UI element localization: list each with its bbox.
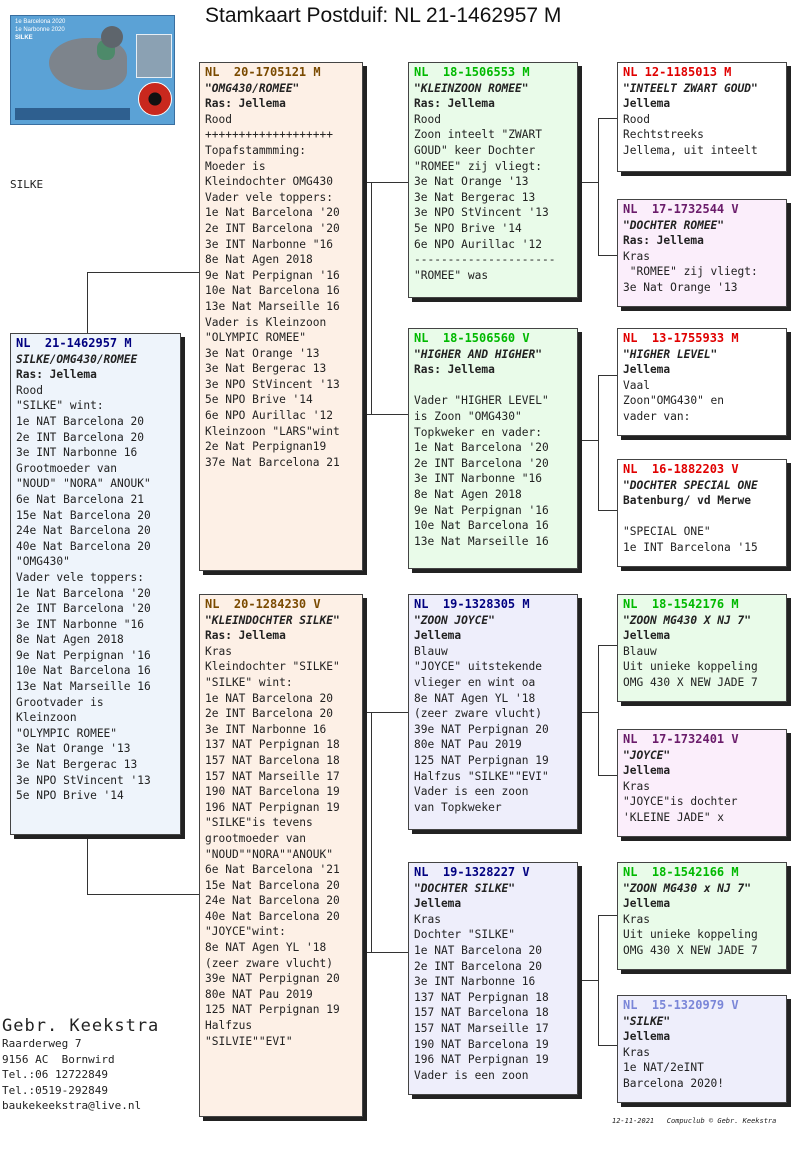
connector-line — [598, 118, 618, 119]
connector-line — [598, 255, 618, 256]
text-line: Rood — [623, 112, 650, 126]
card-lines — [414, 378, 572, 550]
ring-number: NL 19-1328305 M — [414, 597, 530, 611]
text-line: "NOUD""NORA""ANOUK" — [205, 847, 333, 861]
text-line: Rood — [16, 383, 43, 397]
text-line: Moeder is — [205, 159, 266, 173]
text-line: 24e Nat Barcelona 20 — [205, 894, 340, 908]
ggp-ffm-card — [617, 199, 787, 307]
card-lines — [414, 112, 572, 284]
pigeon-name: "KLEINZOON ROMEE" — [414, 81, 529, 95]
pigeon-name: "JOYCE" — [623, 748, 671, 762]
text-line: "OLYMPIC ROMEE" — [16, 726, 118, 740]
text-line: 3e Nat Orange '13 — [414, 175, 529, 189]
text-line: (zeer zware vlucht) — [205, 956, 333, 970]
ring-number: NL 18-1542176 M — [623, 597, 739, 611]
text-line: 1e NAT Barcelona 20 — [205, 691, 333, 705]
text-line: 10e Nat Barcelona 16 — [16, 664, 151, 678]
ring-number: NL 17-1732544 V — [623, 202, 739, 216]
card-lines — [623, 779, 781, 826]
text-line: 8e Nat Agen 2018 — [414, 487, 522, 501]
ggp-mmf-card — [617, 862, 787, 970]
ring-number: NL 18-1542166 M — [623, 865, 739, 879]
text-line: 3e Nat Bergerac 13 — [205, 362, 327, 376]
pigeon-name: "OMG430/ROMEE" — [205, 81, 300, 95]
card-lines — [623, 912, 781, 959]
breed: Jellema — [623, 97, 671, 111]
text-line: grootmoeder van — [205, 831, 307, 845]
connector-line — [598, 915, 618, 916]
text-line: 2e INT Barcelona 20 — [205, 707, 333, 721]
connector-line — [363, 414, 409, 415]
text-line: Blauw — [623, 644, 657, 658]
text-line: Grootmoeder van — [16, 461, 118, 475]
card-lines — [623, 249, 781, 296]
photo-caption-3: SILKE — [15, 35, 33, 41]
connector-line — [598, 118, 599, 255]
father-mother-card — [408, 328, 578, 569]
text-line: "SILVIE""EVI" — [205, 1034, 293, 1048]
father-father-card — [408, 62, 578, 298]
ggp-mff-card — [617, 594, 787, 702]
text-line: 196 NAT Perpignan 19 — [205, 800, 340, 814]
text-line: OMG 430 X NEW JADE 7 — [623, 675, 758, 689]
photo-caption-2: 1e Narbonne 2020 — [15, 27, 65, 33]
card-lines — [623, 509, 781, 556]
ring-number: NL 19-1328227 V — [414, 865, 530, 879]
breed: Jellema — [414, 897, 462, 911]
text-line: 13e Nat Marseille 16 — [205, 299, 340, 313]
connector-line — [598, 775, 618, 776]
text-line: 24e Nat Barcelona 20 — [16, 524, 151, 538]
ring-number: NL 13-1755933 M — [623, 331, 739, 345]
text-line: Rood — [414, 112, 441, 126]
text-line: Vader is Kleinzoon — [205, 315, 327, 329]
text-line: 3e INT Narbonne 16 — [16, 446, 138, 460]
ggp-fmf-card — [617, 328, 787, 436]
pigeon-name: "HIGHER AND HIGHER" — [414, 347, 542, 361]
sponsor-logos — [15, 108, 130, 120]
text-line: (zeer zware vlucht) — [414, 707, 542, 721]
text-line: 9e Nat Perpignan '16 — [16, 648, 151, 662]
connector-line — [363, 182, 409, 183]
text-line: 2e INT Barcelona 20 — [414, 959, 542, 973]
text-line: 2e INT Barcelona '20 — [16, 602, 151, 616]
text-line: Kras — [205, 644, 232, 658]
text-line: 1e Nat Barcelona '20 — [414, 441, 549, 455]
breed: Jellema — [623, 363, 671, 377]
owner-name: Gebr. Keekstra — [2, 1016, 160, 1036]
card-lines — [623, 378, 781, 425]
connector-line — [87, 272, 200, 273]
card-lines — [16, 383, 175, 804]
text-line: Vader vele toppers: — [16, 570, 144, 584]
text-line: 1e NAT Barcelona 20 — [16, 414, 144, 428]
pigeon-image — [49, 38, 127, 90]
text-line: GOUD" keer Dochter — [414, 143, 536, 157]
text-line: 37e Nat Barcelona 21 — [205, 455, 340, 469]
text-line: Dochter "SILKE" — [414, 928, 516, 942]
text-line: Vader "HIGHER LEVEL" — [414, 394, 549, 408]
text-line: 157 NAT Marseille 17 — [205, 769, 340, 783]
connector-line — [598, 1045, 618, 1046]
text-line: 80e NAT Pau 2019 — [205, 987, 313, 1001]
text-line: 8e NAT Agen YL '18 — [205, 941, 327, 955]
breed: Ras: Jellema — [623, 234, 704, 248]
text-line: Zoon"OMG430" en — [623, 394, 725, 408]
ring-number: NL 16-1882203 V — [623, 462, 739, 476]
connector-line — [363, 712, 409, 713]
text-line: Jellema, uit inteelt — [623, 143, 758, 157]
text-line: 137 NAT Perpignan 18 — [205, 738, 340, 752]
ring-number: NL 18-1506553 M — [414, 65, 530, 79]
text-line: 39e NAT Perpignan 20 — [205, 972, 340, 986]
text-line: Blauw — [414, 644, 448, 658]
connector-line — [578, 182, 598, 183]
photo-caption-1: 1e Barcelona 2020 — [15, 19, 66, 25]
text-line: Vader is een zoon — [414, 785, 529, 799]
text-line: 3e NPO StVincent '13 — [205, 377, 340, 391]
ggp-mfm-card — [617, 729, 787, 837]
text-line: "ROMEE" zij vliegt: — [623, 265, 758, 279]
text-line: Kras — [623, 249, 650, 263]
connector-line — [598, 915, 599, 1045]
text-line: 3e Nat Bergerac 13 — [414, 190, 536, 204]
card-lines — [623, 1045, 781, 1092]
subject-card — [10, 333, 181, 835]
text-line: Vaal — [623, 378, 650, 392]
pigeon-name: "KLEINDOCHTER SILKE" — [205, 613, 340, 627]
text-line: "JOYCE"wint: — [205, 925, 286, 939]
text-line: "NOUD" "NORA" ANOUK" — [16, 477, 151, 491]
pigeon-hand-image — [136, 34, 172, 78]
ring-number: NL 20-1284230 V — [205, 597, 321, 611]
text-line: 8e Nat Agen 2018 — [205, 253, 313, 267]
text-line: 80e NAT Pau 2019 — [414, 738, 522, 752]
text-line — [623, 509, 781, 525]
ring-number: NL 20-1705121 M — [205, 65, 321, 79]
text-line: Kras — [623, 912, 650, 926]
text-line: 3e INT Narbonne 16 — [205, 722, 327, 736]
text-line: 13e Nat Marseille 16 — [414, 534, 549, 548]
text-line: 137 NAT Perpignan 18 — [414, 990, 549, 1004]
connector-line — [87, 834, 88, 894]
text-line: "OMG430" — [16, 555, 70, 569]
text-line: 6e Nat Barcelona 21 — [16, 492, 144, 506]
text-line: 196 NAT Perpignan 19 — [414, 1053, 549, 1067]
text-line: "ROMEE" was — [414, 268, 489, 282]
ring-number: NL 18-1506560 V — [414, 331, 530, 345]
ggp-fff-card — [617, 62, 787, 172]
text-line: Topkweker en vader: — [414, 425, 542, 439]
text-line: 3e INT Narbonne "16 — [16, 617, 144, 631]
text-line: Zoon inteelt "ZWART — [414, 128, 542, 142]
text-line: 5e NPO Brive '14 — [414, 221, 522, 235]
footer-credit: 12-11-2021 Compuclub © Gebr. Keekstra — [612, 1117, 777, 1125]
text-line: Halfzus "SILKE""EVI" — [414, 769, 549, 783]
ggp-mmm-card — [617, 995, 787, 1103]
text-line: Rood — [205, 112, 232, 126]
text-line: Halfzus — [205, 1019, 253, 1033]
text-line: 40e Nat Barcelona 20 — [16, 539, 151, 553]
text-line: 15e Nat Barcelona 20 — [205, 878, 340, 892]
mother-card — [199, 594, 363, 1117]
text-line: 39e NAT Perpignan 20 — [414, 722, 549, 736]
text-line: Vader vele toppers: — [205, 190, 333, 204]
breed: Jellema — [623, 629, 671, 643]
text-line: OMG 430 X NEW JADE 7 — [623, 943, 758, 957]
breed: Jellema — [623, 1030, 671, 1044]
loft-name: SILKE — [10, 178, 44, 191]
card-lines — [623, 112, 781, 159]
pigeon-name: "DOCHTER SPECIAL ONE — [623, 478, 758, 492]
connector-line — [371, 712, 372, 952]
pigeon-name: "ZOON MG430 X NJ 7" — [623, 613, 751, 627]
text-line: 1e Nat Barcelona '20 — [16, 586, 151, 600]
text-line: Kras — [623, 779, 650, 793]
ggp-fmm-card — [617, 459, 787, 567]
text-line: van Topkweker — [414, 800, 502, 814]
text-line: Tel.:0519-292849 — [2, 1083, 108, 1097]
ring-number: NL 21-1462957 M — [16, 336, 132, 350]
text-line — [414, 378, 572, 394]
pigeon-name: "DOCHTER SILKE" — [414, 881, 516, 895]
mother-father-card — [408, 594, 578, 830]
breed: Jellema — [414, 629, 462, 643]
text-line: 2e INT Barcelona '20 — [414, 456, 549, 470]
card-lines — [205, 112, 357, 471]
breed: Jellema — [623, 764, 671, 778]
text-line: 9e Nat Perpignan '16 — [414, 503, 549, 517]
owner-block — [2, 1016, 159, 1114]
connector-line — [578, 712, 598, 713]
pigeon-name: "ZOON JOYCE" — [414, 613, 495, 627]
ring-number: NL 15-1320979 V — [623, 998, 739, 1012]
text-line: 6e NPO Aurillac '12 — [414, 237, 542, 251]
text-line: 3e INT Narbonne "16 — [205, 237, 333, 251]
text-line: 157 NAT Marseille 17 — [414, 1021, 549, 1035]
text-line: baukekeekstra@live.nl — [2, 1099, 142, 1112]
text-line: 3e Nat Orange '13 — [205, 346, 320, 360]
text-line: 1e INT Barcelona '15 — [623, 540, 758, 554]
card-lines — [414, 912, 572, 1084]
text-line: vlieger en wint oa — [414, 675, 536, 689]
text-line: 15e Nat Barcelona 20 — [16, 508, 151, 522]
text-line: Raarderweg 7 — [2, 1037, 82, 1050]
pigeon-name: "DOCHTER ROMEE" — [623, 218, 725, 232]
text-line: Uit unieke koppeling — [623, 928, 758, 942]
text-line: Vader is een zoon — [414, 1068, 529, 1082]
text-line: 6e NPO Aurillac '12 — [205, 409, 333, 423]
text-line: Kleinzoon "LARS"wint — [205, 424, 340, 438]
breed: Batenburg/ vd Merwe — [623, 494, 751, 508]
text-line: "JOYCE"is dochter — [623, 795, 738, 809]
text-line: +++++++++++++++++++ — [205, 128, 333, 142]
text-line: 2e INT Barcelona 20 — [16, 430, 144, 444]
connector-line — [578, 440, 598, 441]
text-line: 9e Nat Perpignan '16 — [205, 268, 340, 282]
text-line: 2e Nat Perpignan19 — [205, 440, 327, 454]
pigeon-photo — [10, 15, 175, 125]
connector-line — [598, 510, 618, 511]
pigeon-eye-image — [138, 82, 172, 116]
text-line: Kleinzoon — [16, 711, 77, 725]
text-line: 3e Nat Orange '13 — [623, 280, 738, 294]
ring-number: NL 17-1732401 V — [623, 732, 739, 746]
text-line: --------------------- — [414, 253, 556, 267]
text-line: 157 NAT Barcelona 18 — [205, 753, 340, 767]
text-line: 5e NPO Brive '14 — [16, 789, 124, 803]
text-line: 157 NAT Barcelona 18 — [414, 1006, 549, 1020]
text-line: 8e Nat Agen 2018 — [16, 633, 124, 647]
text-line: Rechtstreeks — [623, 128, 704, 142]
text-line: Grootvader is — [16, 695, 104, 709]
text-line: 5e NPO Brive '14 — [205, 393, 313, 407]
connector-line — [87, 272, 88, 334]
text-line: 3e Nat Orange '13 — [16, 742, 131, 756]
connector-line — [87, 894, 200, 895]
connector-line — [363, 952, 409, 953]
card-lines — [414, 644, 572, 816]
breed: Ras: Jellema — [414, 97, 495, 111]
ring-number: NL 12-1185013 M — [623, 65, 732, 79]
text-line: "JOYCE" uitstekende — [414, 660, 542, 674]
text-line: 'KLEINE JADE" x — [623, 810, 725, 824]
pigeon-name: "SILKE" — [623, 1014, 671, 1028]
pigeon-name: "HIGHER LEVEL" — [623, 347, 718, 361]
text-line: 2e INT Barcelona '20 — [205, 221, 340, 235]
text-line: 10e Nat Barcelona 16 — [205, 284, 340, 298]
text-line: Barcelona 2020! — [623, 1076, 725, 1090]
text-line: 13e Nat Marseille 16 — [16, 680, 151, 694]
card-lines — [205, 644, 357, 1049]
card-lines — [623, 644, 781, 691]
text-line: "SILKE" wint: — [205, 675, 293, 689]
text-line: 125 NAT Perpignan 19 — [414, 753, 549, 767]
text-line: Kras — [623, 1045, 650, 1059]
text-line: 3e INT Narbonne "16 — [414, 472, 542, 486]
text-line: Kleindochter "SILKE" — [205, 660, 340, 674]
text-line: 190 NAT Barcelona 19 — [205, 785, 340, 799]
text-line: Kleindochter OMG430 — [205, 175, 333, 189]
connector-line — [578, 980, 598, 981]
text-line: "ROMEE" zij vliegt: — [414, 159, 542, 173]
text-line: 125 NAT Perpignan 19 — [205, 1003, 340, 1017]
text-line: 9156 AC Bornwird — [2, 1052, 115, 1066]
breed: Ras: Jellema — [414, 363, 495, 377]
breed: Ras: Jellema — [205, 629, 286, 643]
text-line: 3e Nat Bergerac 13 — [16, 758, 138, 772]
pigeon-name: "INTEELT ZWART GOUD" — [623, 81, 758, 95]
breed: Ras: Jellema — [205, 97, 286, 111]
text-line: Uit unieke koppeling — [623, 660, 758, 674]
text-line: 1e NAT/2eINT — [623, 1061, 704, 1075]
mother-mother-card — [408, 862, 578, 1095]
text-line: Topafstammming: — [205, 143, 307, 157]
connector-line — [598, 375, 599, 510]
text-line: "SILKE"is tevens — [205, 816, 313, 830]
text-line: "OLYMPIC ROMEE" — [205, 331, 307, 345]
text-line: 3e NPO StVincent '13 — [16, 773, 151, 787]
text-line: vader van: — [623, 409, 691, 423]
breed: Jellema — [623, 897, 671, 911]
text-line: 1e Nat Barcelona '20 — [205, 206, 340, 220]
connector-line — [598, 375, 618, 376]
text-line: "SILKE" wint: — [16, 399, 104, 413]
connector-line — [598, 645, 618, 646]
text-line: Kras — [414, 912, 441, 926]
text-line: 6e Nat Barcelona '21 — [205, 863, 340, 877]
connector-line — [598, 645, 599, 775]
connector-line — [371, 182, 372, 414]
text-line: 3e NPO StVincent '13 — [414, 206, 549, 220]
text-line: "SPECIAL ONE" — [623, 525, 711, 539]
breed: Ras: Jellema — [16, 368, 97, 382]
page-title: Stamkaart Postduif: NL 21-1462957 M — [205, 4, 562, 27]
text-line: 40e Nat Barcelona 20 — [205, 909, 340, 923]
text-line: 190 NAT Barcelona 19 — [414, 1037, 549, 1051]
text-line: 3e INT Narbonne 16 — [414, 975, 536, 989]
text-line: 1e NAT Barcelona 20 — [414, 943, 542, 957]
text-line: 10e Nat Barcelona 16 — [414, 519, 549, 533]
text-line: Tel.:06 12722849 — [2, 1068, 108, 1081]
text-line: 8e NAT Agen YL '18 — [414, 691, 536, 705]
father-card — [199, 62, 363, 571]
text-line: is Zoon "OMG430" — [414, 409, 522, 423]
owner-lines — [2, 1036, 159, 1114]
pigeon-name: "ZOON MG430 x NJ 7" — [623, 881, 751, 895]
pigeon-name: SILKE/OMG430/ROMEE — [16, 352, 138, 366]
